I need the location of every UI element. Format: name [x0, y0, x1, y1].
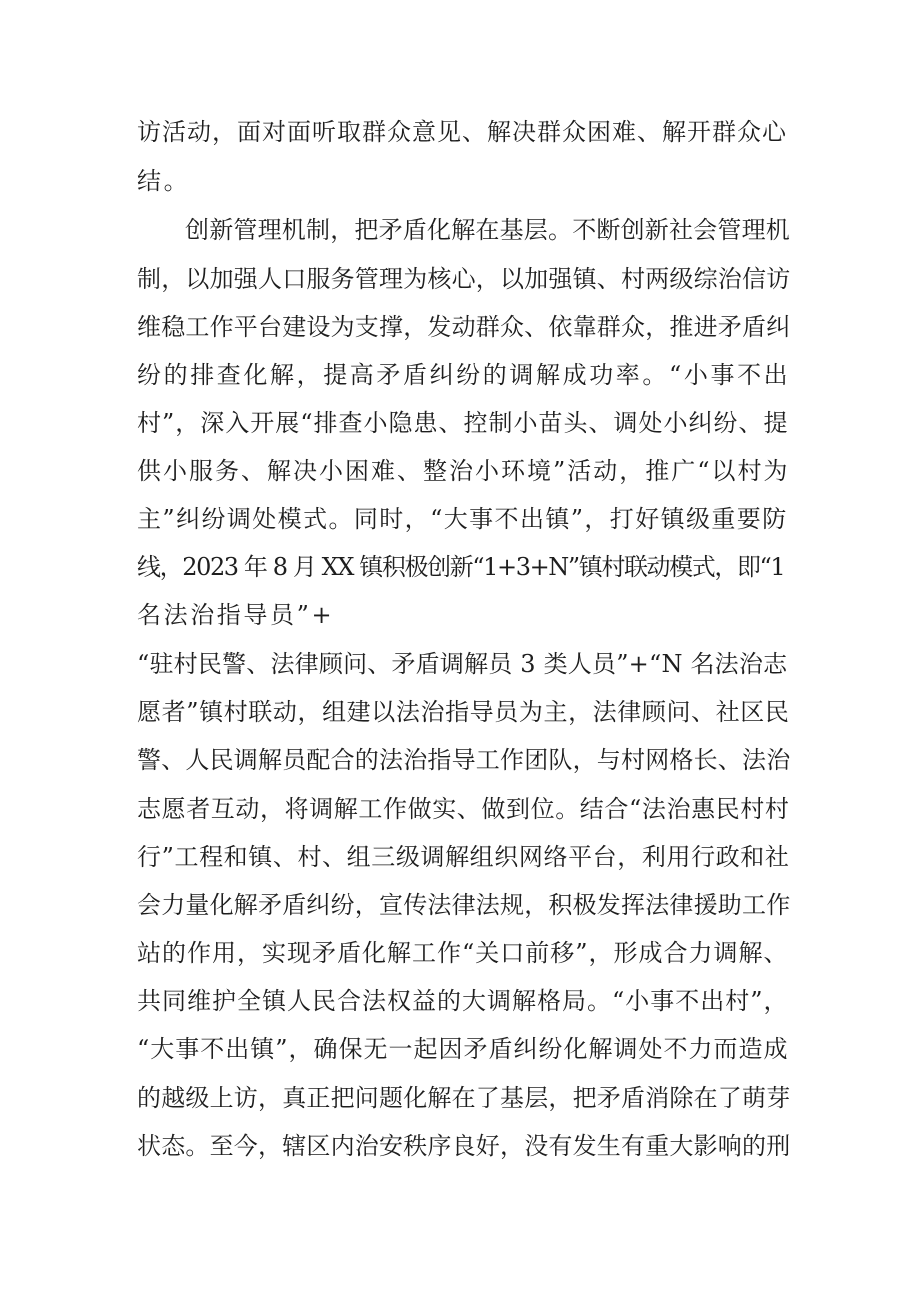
text-line: 名法治指导员”+ [137, 601, 335, 629]
text-line: 会力量化解矛盾纠纷，宣传法律法规，积极发挥法律援助工作 [137, 891, 791, 919]
text-line: 供小服务、解决小困难、整治小环境”活动，推广“以村为 [137, 457, 790, 485]
text-line: 线，2023 年 8 月 XX 镇积极创新“1+3+N”镇村联动模式，即“1 [137, 553, 785, 581]
text-line: 制，以加强人口服务管理为核心，以加强镇、村两级综治信访 [137, 265, 791, 293]
text-line: 村”，深入开展“排查小隐患、控制小苗头、调处小纠纷、提 [137, 409, 789, 437]
text-line: 愿者”镇村联动，组建以法治指导员为主，法律顾问、社区民 [137, 698, 790, 726]
text-line: 纷的排查化解，提高矛盾纠纷的调解成功率。“小事不出 [137, 361, 791, 389]
text-line: 结。 [137, 167, 191, 195]
text-line: 行”工程和镇、村、组三级调解组织网络平台，利用行政和社 [137, 843, 790, 871]
text-line: 访活动，面对面听取群众意见、解决群众困难、解开群众心 [137, 118, 787, 146]
text-line: 维稳工作平台建设为支撑，发动群众、依靠群众，推进矛盾纠 [137, 313, 791, 341]
text-line: “大事不出镇”，确保无一起因矛盾纠纷化解调处不力而造成 [137, 1035, 789, 1063]
text-line: 主”纠纷调处模式。同时，“大事不出镇”，打好镇级重要防 [137, 505, 788, 533]
text-line: 站的作用，实现矛盾化解工作“关口前移”，形成合力调解、 [137, 939, 789, 967]
text-line: 警、人民调解员配合的法治指导工作团队，与村网格长、法治 [137, 746, 791, 774]
text-line: “驻村民警、法律顾问、矛盾调解员 3 类人员”+“N 名法治志 [137, 650, 788, 678]
text-line: 状态。至今，辖区内治安秩序良好，没有发生有重大影响的刑 [137, 1132, 791, 1160]
text-line: 志愿者互动，将调解工作做实、做到位。结合“法治惠民村村 [137, 795, 790, 823]
text-line: 的越级上访，真正把问题化解在了基层，把矛盾消除在了萌芽 [137, 1084, 791, 1112]
paragraph-first-line: 创新管理机制，把矛盾化解在基层。不断创新社会管理机 [185, 216, 790, 244]
text-line: 共同维护全镇人民合法权益的大调解格局。“小事不出村”， [137, 987, 789, 1015]
